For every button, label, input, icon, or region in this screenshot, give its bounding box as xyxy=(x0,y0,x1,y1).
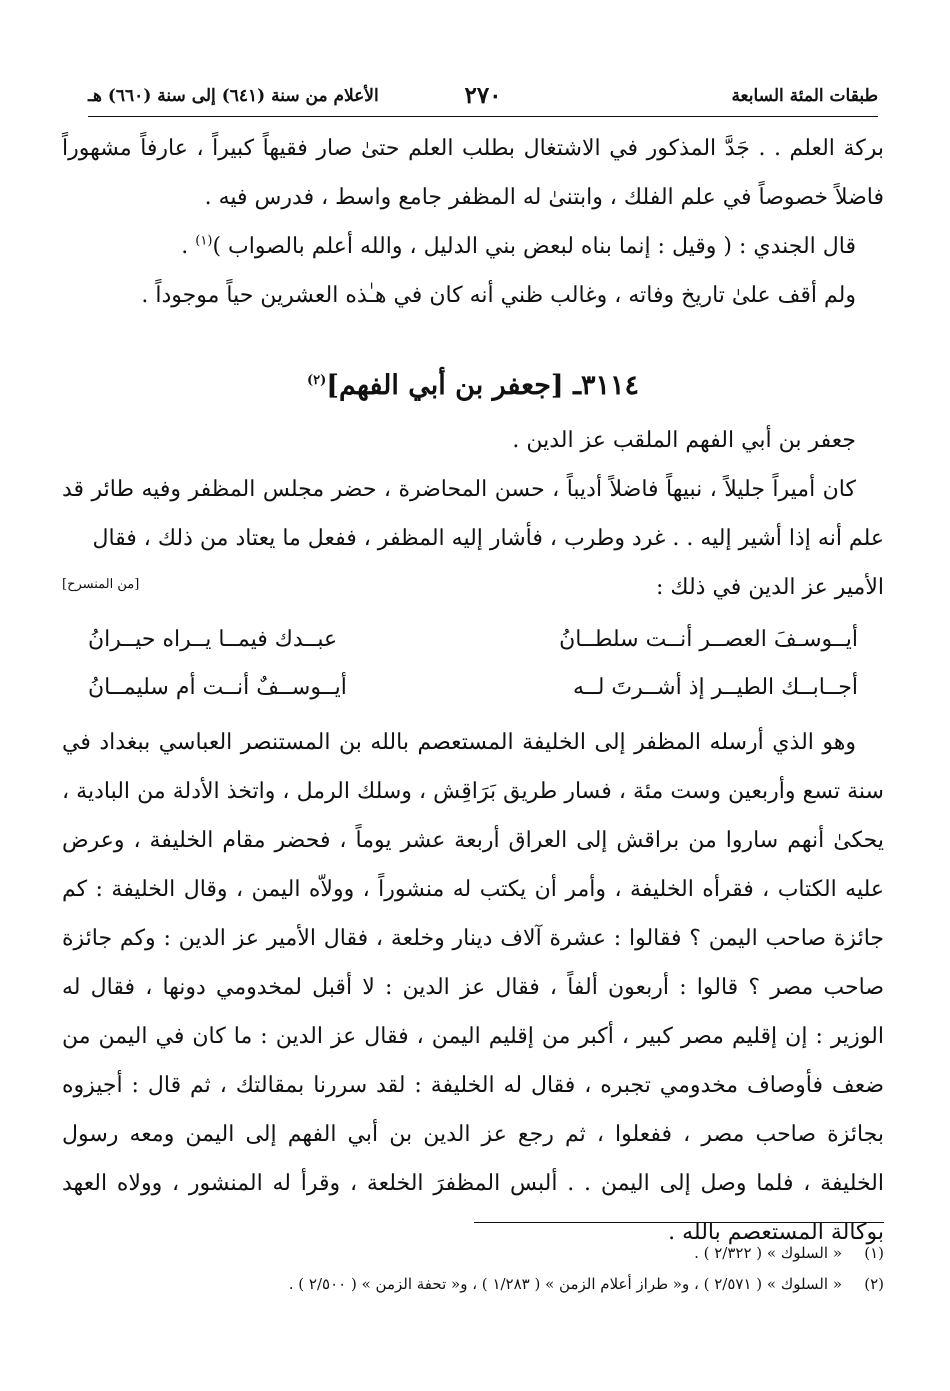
entry-paragraph-1: جعفر بن أبي الفهم الملقب عز الدين . xyxy=(512,428,856,453)
entry-paragraph-3: وهو الذي أرسله المظفر إلى الخليفة المستعصم بالله بن المستنصر العباسي ببغداد في سنة تسع وأربعين وست مئة ، فسار طريق بَرَاقِش ، وسلك الرمل ، واتخذ الأدلة من البادية ، يحكىٰ أنهم ساروا من براقش إلى العراق أربعة عشر يوماً ، فحضر مقام الخليفة ، وعرض عليه الكتاب ، فقرأه الخليفة ، وأمر أن يكتب له منشوراً ، وولاّه اليمن ، وقال الخليفة : كم جائزة صاحب اليمن ؟ فقالوا : عشرة آلاف دينار وخلعة ، فقال الأمير عز الدين : وكم جائزة صاحب مصر ؟ قالوا : أربعون ألفاً ، فقال عز الدين : لا أقبل لمخدومي دونها ، فقال له الوزير : إن إقليم مصر كبير ، أكبر من إقليم اليمن ، فقال عز الدين : ما كان في اليمن من ضعف فأوصاف مخدومي تجبره ، فقال له الخليفة : لقد سررنا بمقالتك ، ثم قال : أجيزوه بجائزة صاحب مصر ، ففعلوا ، ثم رجع عز الدين بن أبي الفهم إلى اليمن ومعه رسول الخليفة ، فلما وصل إلى اليمن . . ألبس المظفرَ الخلعة ، وقرأ له المنشور ، وولاه العهد بوكالة المستعصم بالله . xyxy=(62,730,885,1245)
page-number: ٢٧٠ xyxy=(464,82,502,109)
footnote-divider xyxy=(474,1222,884,1223)
hemistich-second: أيــوســفٌ أنــت أم سليمــانُ xyxy=(88,675,347,700)
footnote-text: « السلوك » ( ٢/٥٧١ ) ، و« طراز أعلام الزمن » ( ١/٢٨٣ ) ، و« تحفة الزمن » ( ٢/٥٠٠ ) . xyxy=(288,1275,842,1293)
footnote-text: « السلوك » ( ٢/٣٢٢ ) . xyxy=(694,1244,842,1262)
footnotes xyxy=(80,1238,884,1300)
footnote xyxy=(80,1238,884,1269)
hemistich-first: أيــوسـفَ العصــر أنــت سلطــانُ xyxy=(559,627,858,652)
entry-title-text: ٣١١٤ـ [جعفر بن أبي الفهم] xyxy=(326,370,640,401)
section-title: طبقات المئة السابعة xyxy=(731,86,878,106)
footnote-ref-1[interactable]: (١) xyxy=(195,233,213,249)
poem xyxy=(88,616,858,712)
intro-paragraph-3: ولم أقف علىٰ تاريخ وفاته ، وغالب ظني أنه كان في هـٰذه العشرين حياً موجوداً . xyxy=(141,283,856,308)
intro-paragraph-2 xyxy=(62,222,884,271)
footnote xyxy=(80,1269,884,1300)
running-header xyxy=(88,80,878,117)
intro-paragraph-1: بركة العلم . . جَدَّ المذكور في الاشتغال بطلب العلم حتىٰ صار فقيهاً كبيراً ، عارفاً مشهوراً فاضلاً خصوصاً في علم الفلك ، وابتنىٰ له المظفر جامع واسط ، فدرس فيه . xyxy=(62,136,884,210)
poem-intro-text: الأمير عز الدين في ذلك : xyxy=(656,575,884,600)
hemistich-first: أجــابــك الطيــر إذ أشــرتَ لــه xyxy=(573,675,858,700)
entry-paragraph-2: كان أميراً جليلاً ، نبيهاً فاضلاً أديباً ، حسن المحاضرة ، حضر مجلس المظفر وفيه طائر قد علم أنه إذا أشير إليه . . غرد وطرب ، فأشار إليه المظفر ، ففعل ما يعتاد من ذلك ، فقال xyxy=(62,477,884,551)
meter-label: [من المنسرح] xyxy=(62,577,140,592)
hemistich-second: عبــدك فيمــا يــراه حيــرانُ xyxy=(88,627,338,652)
quote-text: قال الجندي : ( وقيل : إنما بناه لبعض بني الدليل ، والله أعلم بالصواب ) xyxy=(212,234,856,259)
footnote-number: (٢) xyxy=(864,1275,884,1293)
footnote-ref-2[interactable]: (٢) xyxy=(306,373,327,388)
footnote-number: (١) xyxy=(864,1244,884,1262)
page-body xyxy=(62,124,884,1257)
poem-verse xyxy=(88,664,858,712)
quote-end: . xyxy=(181,234,196,259)
date-range-title: الأعلام من سنة (٦٤١) إلى سنة (٦٦٠) هـ xyxy=(88,86,379,106)
poem-verse xyxy=(88,616,858,664)
entry-title xyxy=(62,364,884,408)
poem-intro-line xyxy=(62,563,884,612)
